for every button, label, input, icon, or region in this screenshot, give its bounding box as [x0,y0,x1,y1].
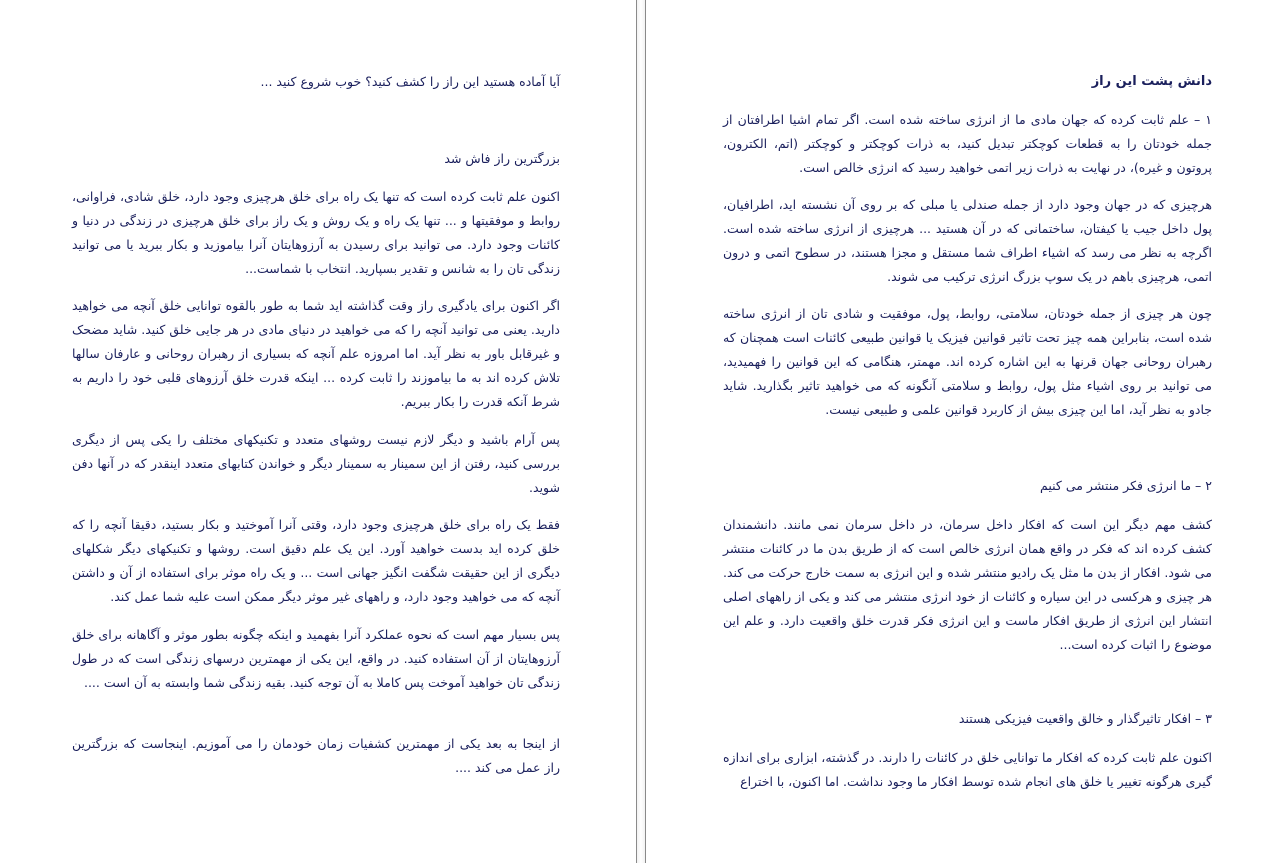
paragraph: اگر اکنون برای یادگیری راز وقت گذاشته اید شما به طور بالقوه توانایی خلق آنچه می خواهید دارید. یعنی می توانید آنچه را که می خواهید در دنیای مادی در هر جایی خلق کنید. شاید مضحک و غیرقابل باور به نظر آید. اما امروزه علم آنچه که بسیاری از رهبران روحانی و عارفان سالها تلاش کرده اند به ما بیاموزند را ثابت کرده ... اینکه قدرت خلق آرزوهای قلبی خود را داریم به شرط آنکه قدرت را بکار ببریم. [72,298,560,409]
right-page [723,0,1212,863]
intro-line: آیا آماده هستید این راز را کشف کنید؟ خوب شروع کنید ... [260,74,560,89]
paragraph: پس آرام باشید و دیگر لازم نیست روشهای متعدد و تکنیکهای مختلف را یکی پس از دیگری بررسی کنید، رفتن از این سمینار به سمینار دیگر و خواندن کتابهای متعدد اینقدر که در آنها دفن شوید. [72,432,560,495]
paragraph: اکنون علم ثابت کرده است که تنها یک راه برای خلق هرچیزی وجود دارد، خلق شادی، فراوانی، روابط و موفقیتها و ... تنها یک راه و یک روش و یک راز برای خلق هرچیزی در زندگی در دنیا و کائنات وجود دارد. می توانید برای رسیدن به آرزوهایتان آنرا بیاموزید و بکار ببرید یا می توانید زندگی تان را به شانس و تقدیر بسپارید. انتخاب با شماست... [72,189,560,276]
paragraph: از اینجا به بعد یکی از مهمترین کشفیات زمان خودمان را می آموزیم. اینجاست که بزرگترین راز عمل می کند .... [72,736,560,775]
paragraph: اکنون علم ثابت کرده که افکار ما توانایی خلق در کائنات را دارند. در گذشته، ابزاری برای اندازه گیری هرگونه تغییر یا خلق های انجام شده توسط افکار ما وجود نداشت. اما اکنون، با اختراع [723,750,1212,789]
book-gutter [636,0,646,863]
page-title: دانش پشت این راز [1091,74,1212,89]
paragraph: هرچیزی که در جهان وجود دارد از جمله صندلی یا مبلی که بر روی آن نشسته اید، اطرافیان، پول داخل جیب یا کیفتان، ساختمانی که در آن هستید ... هرچیزی از انرژی ساخته شده است. اگرچه به نظر می رسد که اشیاء اطراف شما مستقل و مجزا هستند، در سطوح اتمی و درون اتمی، هرچیزی باهم در یک سوپ بزرگ انرژی ترکیب می شوند. [723,197,1212,284]
paragraph: ۱ – علم ثابت کرده که جهان مادی ما از انرژی ساخته شده است. اگر تمام اشیا اطرافتان از جمله خودتان را به قطعات کوچکتر تبدیل کنید، به ذرات کوچکتر و کوچکتر (اتم، الکترون، پروتون و غیره)، در نهایت به ذرات زیر اتمی خواهید رسید که انرژی خالص است. [723,112,1212,175]
section-title-secret-revealed: بزرگترین راز فاش شد [444,151,560,166]
section-title-thought-energy: ۲ – ما انرژی فکر منتشر می کنیم [1040,478,1212,493]
paragraph: فقط یک راه برای خلق هرچیزی وجود دارد، وقتی آنرا آموختید و بکار بستید، دقیقا آنچه را که خلق کرده اید بدست خواهید آورد. این یک علم دقیق است. روشها و تکنیکهای دیگر شکلهای دیگری از این حقیقت شگفت انگیز جهانی است ... و یک راه موثر برای استفاده از آن و داشتن آنچه که می خواهید وجود دارد، و راههای غیر موثر دیگر ممکن است علیه شما عمل کند. [72,517,560,604]
paragraph: پس بسیار مهم است که نحوه عملکرد آنرا بفهمید و اینکه چگونه بطور موثر و آگاهانه برای خلق آرزوهایتان از آن استفاده کنید. در واقع، این یکی از مهمترین درسهای زندگی است که در طول زندگی تان خواهید آموخت پس کاملا به آن توجه کنید. بقیه زندگی شما وابسته به آن است .... [72,627,560,690]
left-page [72,0,560,863]
section-title-thoughts-create: ۳ – افکار تاثیرگذار و خالق واقعیت فیزیکی هستند [958,711,1212,726]
paragraph: کشف مهم دیگر این است که افکار داخل سرمان، در داخل سرمان نمی مانند. دانشمندان کشف کرده اند که فکر در واقع همان انرژی خالص است که از طریق بدن ما در کائنات منتشر می شود. افکار از بدن ما مثل یک رادیو منتشر شده و این انرژی به سمت خارج حرکت می کند. هر چیزی و هرکسی در این سیاره و کائنات از خود انرژی منتشر می کند و یکی از راههای اصلی انتشار این انرژی از طریق افکار ماست و این انرژی فکر قدرت خلق واقعیت دارد. و علم این موضوع را اثبات کرده است... [723,517,1212,652]
paragraph: چون هر چیزی از جمله خودتان، سلامتی، روابط، پول، موفقیت و شادی تان از انرژی ساخته شده است، بنابراین همه چیز تحت تاثیر قوانین فیزیک یا قوانین طبیعی کائنات است همچنان که رهبران روحانی جهان قرنها به این اشاره کرده اند. مهمتر، هنگامی که این قوانین را فهمیدید، می توانید بر روی اشیاء مثل پول، روابط و سلامتی آنگونه که می خواهید تاثیر بگذارید. شاید جادو به نظر آید، اما این چیزی بیش از کاربرد قوانین علمی و طبیعی نیست. [723,306,1212,417]
